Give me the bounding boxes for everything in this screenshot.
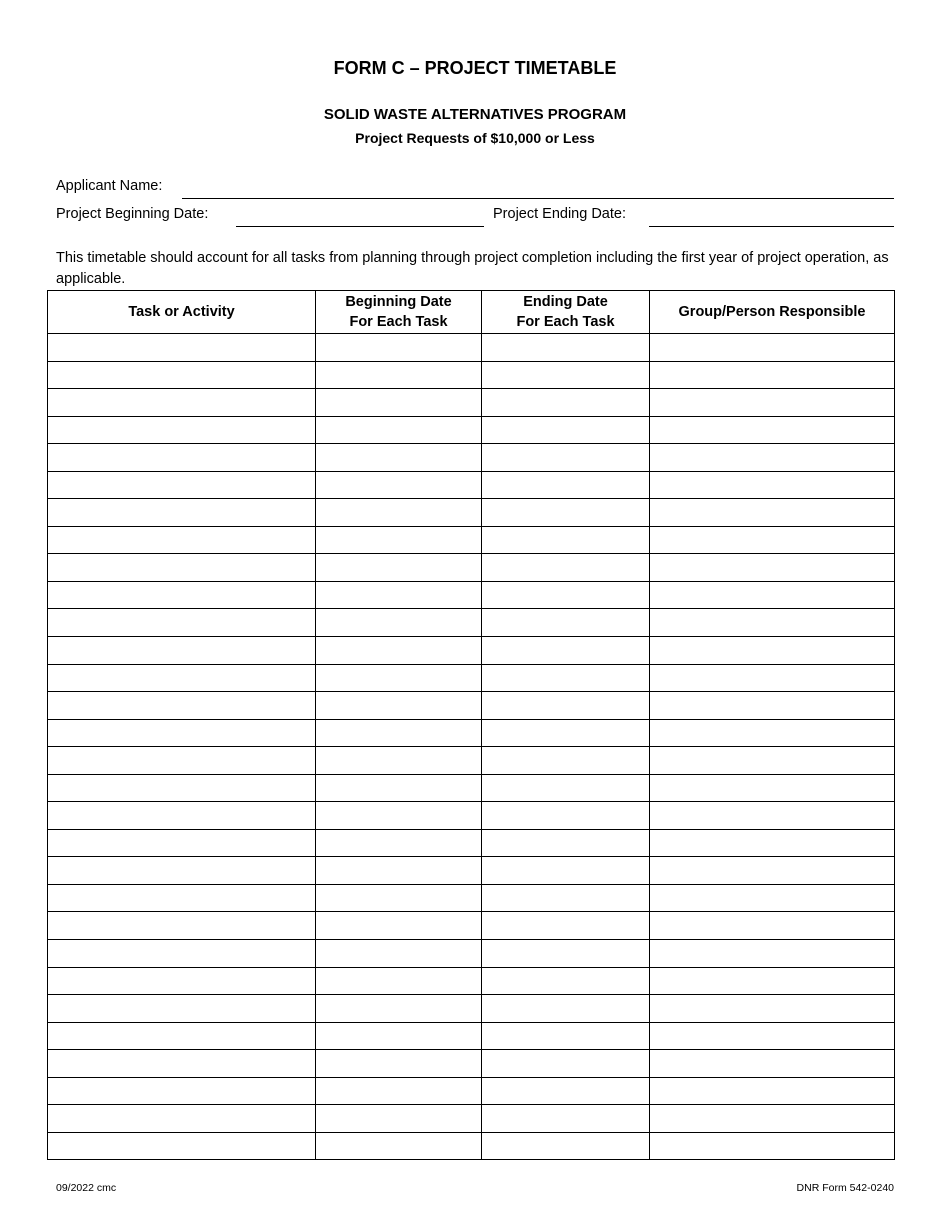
table-row bbox=[48, 747, 895, 775]
table-row bbox=[48, 471, 895, 499]
table-row bbox=[48, 637, 895, 665]
column-header-line1: Group/Person Responsible bbox=[678, 304, 866, 320]
column-header-line2: For Each Task bbox=[516, 314, 615, 330]
table-cell[interactable] bbox=[650, 444, 895, 472]
table-cell[interactable] bbox=[482, 857, 650, 885]
table-cell[interactable] bbox=[316, 389, 482, 417]
table-cell[interactable] bbox=[316, 444, 482, 472]
table-cell[interactable] bbox=[48, 884, 316, 912]
table-cell[interactable] bbox=[650, 334, 895, 362]
table-row bbox=[48, 802, 895, 830]
begin-date-label: Project Beginning Date: bbox=[56, 206, 209, 222]
table-cell[interactable] bbox=[48, 802, 316, 830]
timetable bbox=[47, 290, 895, 1160]
applicant-name-label: Applicant Name: bbox=[56, 178, 163, 194]
table-row bbox=[48, 1022, 895, 1050]
table-cell[interactable] bbox=[316, 1132, 482, 1160]
table-cell[interactable] bbox=[482, 829, 650, 857]
table-cell[interactable] bbox=[482, 1077, 650, 1105]
table-cell[interactable] bbox=[316, 499, 482, 527]
table-cell[interactable] bbox=[48, 692, 316, 720]
table-row bbox=[48, 884, 895, 912]
table-row bbox=[48, 857, 895, 885]
form-subtitle: Project Requests of $10,000 or Less bbox=[355, 130, 595, 146]
table-cell[interactable] bbox=[48, 389, 316, 417]
table-cell[interactable] bbox=[316, 884, 482, 912]
table-cell[interactable] bbox=[482, 637, 650, 665]
table-cell[interactable] bbox=[48, 1132, 316, 1160]
table-cell[interactable] bbox=[316, 664, 482, 692]
table-cell[interactable] bbox=[48, 995, 316, 1023]
begin-date-field[interactable] bbox=[236, 209, 484, 227]
table-cell[interactable] bbox=[650, 1132, 895, 1160]
table-cell[interactable] bbox=[482, 471, 650, 499]
table-cell[interactable] bbox=[650, 389, 895, 417]
table-cell[interactable] bbox=[650, 1105, 895, 1133]
table-cell[interactable] bbox=[650, 471, 895, 499]
table-cell[interactable] bbox=[48, 1050, 316, 1078]
table-cell[interactable] bbox=[650, 1077, 895, 1105]
table-cell[interactable] bbox=[650, 912, 895, 940]
column-header bbox=[48, 291, 316, 334]
table-cell[interactable] bbox=[316, 747, 482, 775]
column-header bbox=[316, 291, 482, 334]
table-cell[interactable] bbox=[650, 940, 895, 968]
table-cell[interactable] bbox=[650, 1050, 895, 1078]
end-date-label: Project Ending Date: bbox=[493, 206, 626, 222]
table-cell[interactable] bbox=[316, 361, 482, 389]
table-cell[interactable] bbox=[48, 719, 316, 747]
table-row bbox=[48, 664, 895, 692]
table-cell[interactable] bbox=[48, 857, 316, 885]
table-cell[interactable] bbox=[650, 361, 895, 389]
table-cell[interactable] bbox=[48, 609, 316, 637]
table-cell[interactable] bbox=[48, 471, 316, 499]
table-cell[interactable] bbox=[482, 940, 650, 968]
table-cell[interactable] bbox=[482, 416, 650, 444]
table-cell[interactable] bbox=[316, 1077, 482, 1105]
table-cell[interactable] bbox=[650, 637, 895, 665]
table-cell[interactable] bbox=[316, 829, 482, 857]
table-cell[interactable] bbox=[482, 361, 650, 389]
table-row bbox=[48, 499, 895, 527]
table-cell[interactable] bbox=[48, 747, 316, 775]
table-cell[interactable] bbox=[48, 940, 316, 968]
table-cell[interactable] bbox=[482, 774, 650, 802]
table-cell[interactable] bbox=[482, 692, 650, 720]
table-cell[interactable] bbox=[316, 334, 482, 362]
table-cell[interactable] bbox=[482, 1132, 650, 1160]
table-cell[interactable] bbox=[482, 581, 650, 609]
column-header-line1: Task or Activity bbox=[128, 304, 235, 320]
instructions-text: This timetable should account for all tasks from planning through project completion including the first year of project operation, as applicable. bbox=[56, 250, 889, 287]
table-cell[interactable] bbox=[48, 361, 316, 389]
end-date-field[interactable] bbox=[649, 209, 894, 227]
table-cell[interactable] bbox=[482, 1050, 650, 1078]
table-cell[interactable] bbox=[316, 416, 482, 444]
table-cell[interactable] bbox=[48, 499, 316, 527]
table-row bbox=[48, 389, 895, 417]
table-cell[interactable] bbox=[482, 526, 650, 554]
table-row bbox=[48, 692, 895, 720]
table-cell[interactable] bbox=[482, 609, 650, 637]
table-cell[interactable] bbox=[650, 609, 895, 637]
table-cell[interactable] bbox=[482, 499, 650, 527]
table-cell[interactable] bbox=[316, 774, 482, 802]
table-row bbox=[48, 1132, 895, 1160]
table-cell[interactable] bbox=[482, 334, 650, 362]
table-cell[interactable] bbox=[650, 554, 895, 582]
table-cell[interactable] bbox=[482, 719, 650, 747]
table-cell[interactable] bbox=[650, 416, 895, 444]
table-cell[interactable] bbox=[482, 664, 650, 692]
table-cell[interactable] bbox=[650, 1022, 895, 1050]
table-row bbox=[48, 1105, 895, 1133]
table-cell[interactable] bbox=[48, 912, 316, 940]
table-cell[interactable] bbox=[48, 664, 316, 692]
table-row bbox=[48, 1050, 895, 1078]
table-cell[interactable] bbox=[316, 940, 482, 968]
table-cell[interactable] bbox=[48, 334, 316, 362]
table-cell[interactable] bbox=[482, 1105, 650, 1133]
table-cell[interactable] bbox=[48, 829, 316, 857]
table-row bbox=[48, 719, 895, 747]
column-header bbox=[650, 291, 895, 334]
table-cell[interactable] bbox=[48, 1077, 316, 1105]
table-cell[interactable] bbox=[316, 554, 482, 582]
table-cell[interactable] bbox=[316, 526, 482, 554]
table-cell[interactable] bbox=[650, 802, 895, 830]
table-row bbox=[48, 995, 895, 1023]
table-cell[interactable] bbox=[482, 389, 650, 417]
table-cell[interactable] bbox=[48, 444, 316, 472]
table-cell[interactable] bbox=[482, 912, 650, 940]
table-cell[interactable] bbox=[48, 967, 316, 995]
table-cell[interactable] bbox=[650, 884, 895, 912]
table-cell[interactable] bbox=[482, 747, 650, 775]
table-row bbox=[48, 609, 895, 637]
table-cell[interactable] bbox=[650, 774, 895, 802]
table-cell[interactable] bbox=[316, 1105, 482, 1133]
table-row bbox=[48, 912, 895, 940]
table-row bbox=[48, 361, 895, 389]
table-cell[interactable] bbox=[482, 444, 650, 472]
table-cell[interactable] bbox=[316, 802, 482, 830]
table-cell[interactable] bbox=[316, 609, 482, 637]
table-cell[interactable] bbox=[482, 967, 650, 995]
table-cell[interactable] bbox=[48, 1022, 316, 1050]
table-row bbox=[48, 416, 895, 444]
table-cell[interactable] bbox=[48, 581, 316, 609]
table-cell[interactable] bbox=[650, 747, 895, 775]
table-cell[interactable] bbox=[650, 581, 895, 609]
table-cell[interactable] bbox=[316, 995, 482, 1023]
table-row bbox=[48, 554, 895, 582]
applicant-name-field[interactable] bbox=[182, 181, 894, 199]
column-header-line1: Ending Date bbox=[523, 294, 608, 310]
table-cell[interactable] bbox=[650, 526, 895, 554]
table-header-row bbox=[48, 291, 895, 334]
program-name: SOLID WASTE ALTERNATIVES PROGRAM bbox=[323, 106, 627, 123]
table-cell[interactable] bbox=[650, 692, 895, 720]
table-cell[interactable] bbox=[48, 637, 316, 665]
table-cell[interactable] bbox=[650, 499, 895, 527]
table-row bbox=[48, 967, 895, 995]
column-header-line2: For Each Task bbox=[349, 314, 448, 330]
table-cell[interactable] bbox=[48, 774, 316, 802]
table-cell[interactable] bbox=[316, 857, 482, 885]
table-cell[interactable] bbox=[650, 719, 895, 747]
table-cell[interactable] bbox=[316, 719, 482, 747]
table-cell[interactable] bbox=[316, 581, 482, 609]
table-cell[interactable] bbox=[650, 995, 895, 1023]
table-row bbox=[48, 581, 895, 609]
table-cell[interactable] bbox=[482, 995, 650, 1023]
form-title: FORM C – PROJECT TIMETABLE bbox=[333, 58, 617, 78]
table-cell[interactable] bbox=[48, 554, 316, 582]
table-cell[interactable] bbox=[316, 692, 482, 720]
table-cell[interactable] bbox=[316, 637, 482, 665]
table-row bbox=[48, 444, 895, 472]
table-cell[interactable] bbox=[316, 1050, 482, 1078]
table-row bbox=[48, 1077, 895, 1105]
footer-form-number: DNR Form 542-0240 bbox=[796, 1182, 894, 1194]
table-cell[interactable] bbox=[650, 829, 895, 857]
table-cell[interactable] bbox=[482, 1022, 650, 1050]
column-header bbox=[482, 291, 650, 334]
table-cell[interactable] bbox=[482, 884, 650, 912]
table-cell[interactable] bbox=[316, 471, 482, 499]
table-cell[interactable] bbox=[48, 526, 316, 554]
table-cell[interactable] bbox=[482, 802, 650, 830]
table-cell[interactable] bbox=[650, 967, 895, 995]
table-cell[interactable] bbox=[316, 1022, 482, 1050]
table-cell[interactable] bbox=[48, 1105, 316, 1133]
table-row bbox=[48, 334, 895, 362]
column-header-line1: Beginning Date bbox=[345, 294, 452, 310]
table-cell[interactable] bbox=[316, 912, 482, 940]
table-cell[interactable] bbox=[482, 554, 650, 582]
table-row bbox=[48, 774, 895, 802]
table-cell[interactable] bbox=[650, 664, 895, 692]
table-row bbox=[48, 526, 895, 554]
table-cell[interactable] bbox=[316, 967, 482, 995]
table-cell[interactable] bbox=[48, 416, 316, 444]
footer-date: 09/2022 cmc bbox=[56, 1182, 117, 1194]
table-row bbox=[48, 940, 895, 968]
table-row bbox=[48, 829, 895, 857]
table-cell[interactable] bbox=[650, 857, 895, 885]
